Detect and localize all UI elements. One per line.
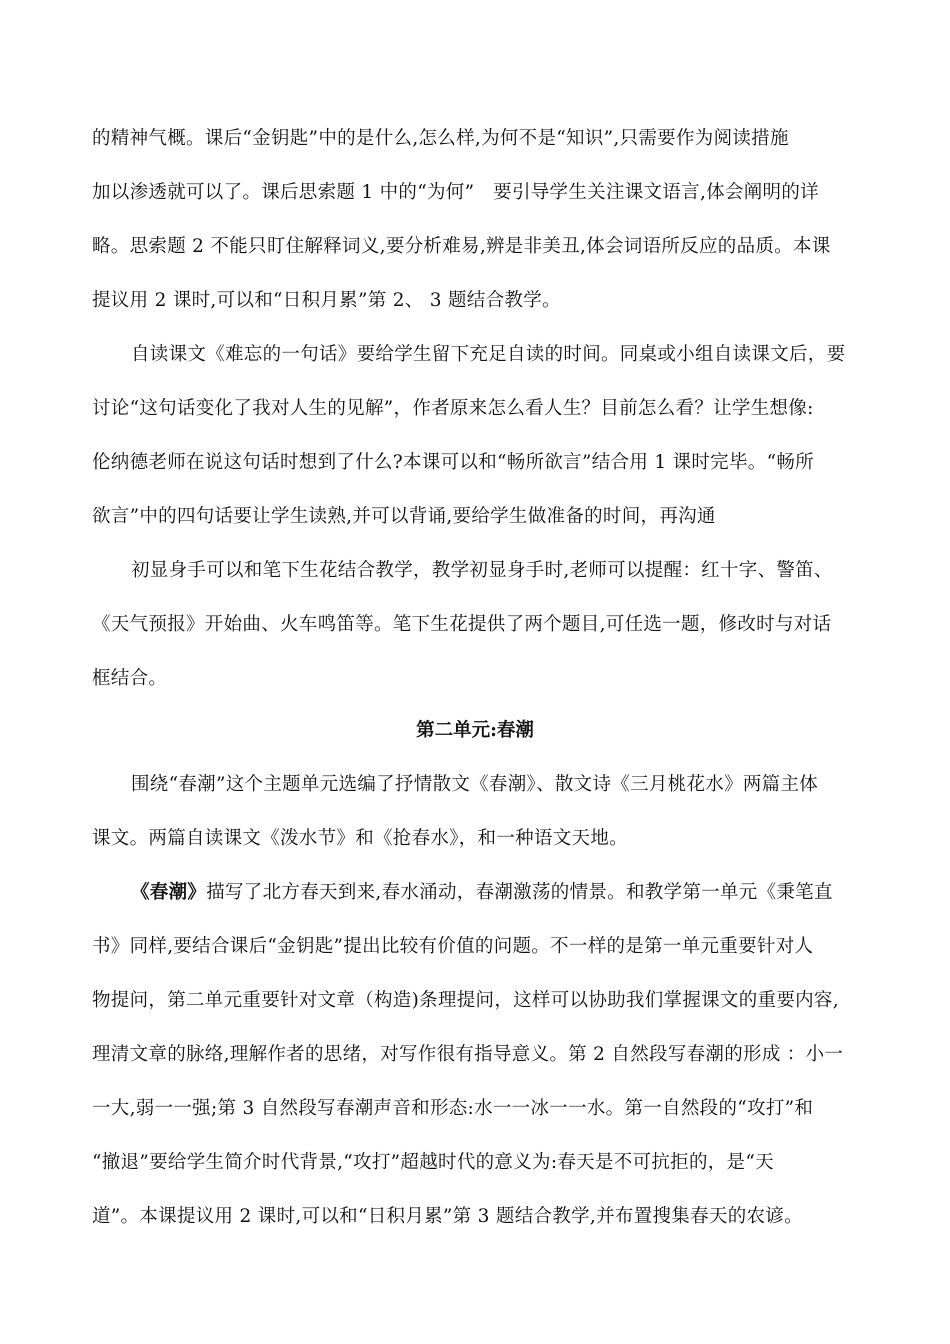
paragraph-5-line-1-rest: 描写了北方春天到来,春水涌动，春潮激荡的情景。和教学第一单元《秉笔直 (206, 882, 833, 903)
paragraph-5-line-1 (131, 880, 833, 906)
paragraph-5-line-3: 物提问，第二单元重要针对文章（构造)条理提问，这样可以协助我们掌握课文的重要内容, (92, 990, 839, 1011)
paragraph-5-line-2: 书》同样,要结合课后“金钥匙”提出比较有价值的问题。不一样的是第一单元重要针对人 (92, 936, 814, 957)
paragraph-3-line-2: 《天气预报》开始曲、火车鸣笛等。笔下生花提供了两个题目,可任选一题，修改时与对话 (92, 614, 832, 635)
paragraph-2-line-1: 自读课文《难忘的一句话》要给学生留下充足自读的时间。同桌或小组自读课文后，要 (131, 344, 846, 365)
paragraph-4-line-2: 课文。两篇自读课文《泼水节》和《抢春水》，和一种语文天地。 (92, 828, 628, 849)
paragraph-1-line-2: 加以渗透就可以了。课后思索题 1 中的“为何” 要引导学生关注课文语言,体会阐明的详 (92, 182, 819, 203)
paragraph-1-line-4: 提议用 2 课时,可以和“日积月累”第 2、 3 题结合教学。 (92, 290, 561, 311)
paragraph-3-line-3: 框结合。 (92, 668, 168, 689)
paragraph-5-line-7: 道”。本课提议用 2 课时,可以和“日积月累”第 3 题结合教学,并布置搜集春天的农谚。 (92, 1206, 803, 1227)
paragraph-5-line-5: 一大,弱一一强;第 3 自然段写春潮声音和形态:水一一冰一一水。第一自然段的“攻打”和 (92, 1098, 814, 1119)
section-heading: 第二单元:春潮 (416, 720, 534, 741)
paragraph-2-line-4: 欲言”中的四句话要让学生读熟,并可以背诵,要给学生做准备的时间，再沟通 (92, 506, 716, 527)
paragraph-5-line-4: 理清文章的脉络,理解作者的思绪，对写作很有指导意义。第 2 自然段写春潮的形成 ：小一 (92, 1044, 844, 1065)
paragraph-2-line-2: 讨论“这句话变化了我对人生的见解”，作者原来怎么看人生？目前怎么看？让学生想像: (92, 398, 814, 419)
paragraph-4-line-1: 围绕“春潮”这个主题单元选编了抒情散文《春潮》、散文诗《三月桃花水》两篇主体 (131, 774, 819, 795)
paragraph-1-line-1: 的精神气概。课后“金钥匙”中的是什么,怎么样,为何不是“知识”,只需要作为阅读措施 (92, 128, 789, 149)
paragraph-3-line-1: 初显身手可以和笔下生花结合教学，教学初显身手时,老师可以提醒：红十字、警笛、 (131, 560, 833, 581)
bold-lead-title: 《春潮》 (131, 882, 207, 903)
paragraph-1-line-3: 略。思索题 2 不能只盯住解释词义,要分析难易,辨是非美丑,体会词语所反应的品质。本课 (92, 236, 831, 257)
paragraph-5-line-6: “撤退”要给学生简介时代背景,“攻打”超越时代的意义为:春天是不可抗拒的，是“天 (92, 1152, 774, 1173)
paragraph-2-line-3: 伦纳德老师在说这句话时想到了什么?本课可以和“畅所欲言”结合用 1 课时完毕。“畅所 (92, 452, 814, 473)
